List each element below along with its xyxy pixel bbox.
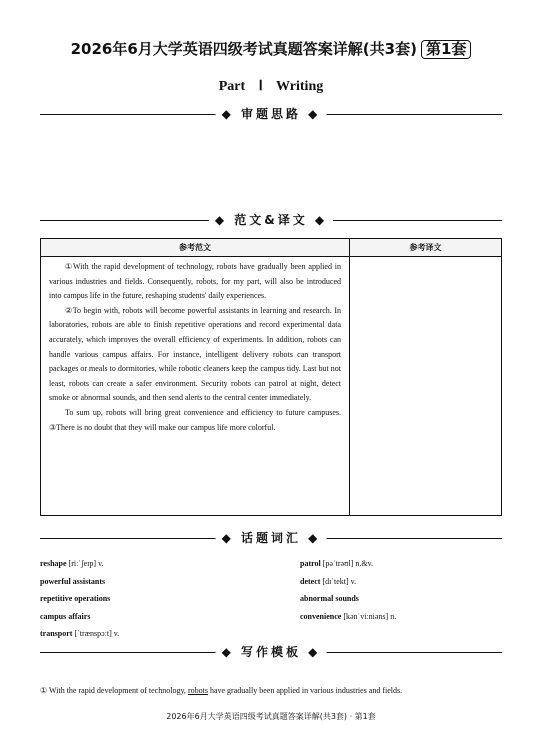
essay-paragraph: ②To begin with, robots will become powerful assistants in learning and research. In laboratories, robots are able to finish repetitive operations and record experimental data accurately, which improves the overall efficiency of experiments. In addition, robots can handle various campus affairs. For instance, intelligent delivery robots can transport packages or meals to dormitories, while robotic cleaners keep the campus tidy. Last but not least, robots can create a safer environment. Security robots can patrol at night, detect smoke or abnormal sounds, and then send alerts to the central center immediately. [49,305,341,403]
vocab-item: transport [ˈtrænspɔːt] v. [40,629,120,639]
vocab-list-right [300,555,502,625]
section-heading-analysis-label: ◆ 审题思路 ◆ [216,106,327,122]
page-footer: 2026年6月大学英语四级考试真题答案详解(共3套) · 第1套 [166,712,376,721]
essay-english [49,260,341,435]
essay-table [40,238,502,516]
page-title-text: 2026年6月大学英语四级考试真题答案详解(共3套) [70,40,417,58]
template-prefix: ① With the rapid development of technology, [40,686,188,695]
section-heading-vocab [40,530,502,546]
vocab-item: patrol [pəˈtrəʊl] n.&v. [300,559,374,568]
page-title [0,38,542,59]
essay-paragraph: ①With the rapid development of technology, robots have gradually been applied in various industries and fields. Consequently, robots, for my part, will also be introduced into campus life in the future, reshaping students' daily experiences. [49,262,341,301]
part-name: Writing [276,79,324,94]
part-title [0,78,542,95]
section-heading-essay-label: ◆ 范文&译文 ◆ [209,212,333,228]
vocab-item: campus affairs [40,611,91,621]
section-heading-template [40,644,502,660]
vocab-item: detect [dɪˈtekt] v. [300,576,357,586]
section-heading-essay [40,212,502,228]
vocab-item: powerful assistants [40,576,106,586]
vocab-item: convenience [kənˈviːniəns] n. [300,611,397,621]
template-sentence [40,684,502,697]
section-heading-vocab-label: ◆ 话题词汇 ◆ [216,530,327,546]
vocab-item: abnormal sounds [300,594,359,604]
essay-paragraph: To sum up, robots will bring great convenience and efficiency to future campuses. ③There is no doubt that they will make our campus life more colorful. [49,407,341,432]
translation-column-header: 参考译文 [350,239,501,257]
vocab-item: repetitive operations [40,594,111,604]
section-heading-analysis [40,106,502,122]
vocab-item: reshape [riːˈʃeɪp] v. [40,559,104,568]
template-replaceable-word: robots [187,686,208,695]
template-rest: have gradually been applied in various industries and fields. [207,686,403,695]
set-badge: 第1套 [421,40,471,59]
section-heading-template-label: ◆ 写作模板 ◆ [216,644,327,660]
vocab-list-left [40,555,290,643]
essay-column-header: 参考范文 [41,239,349,257]
part-label: Part Ⅰ [218,79,263,94]
